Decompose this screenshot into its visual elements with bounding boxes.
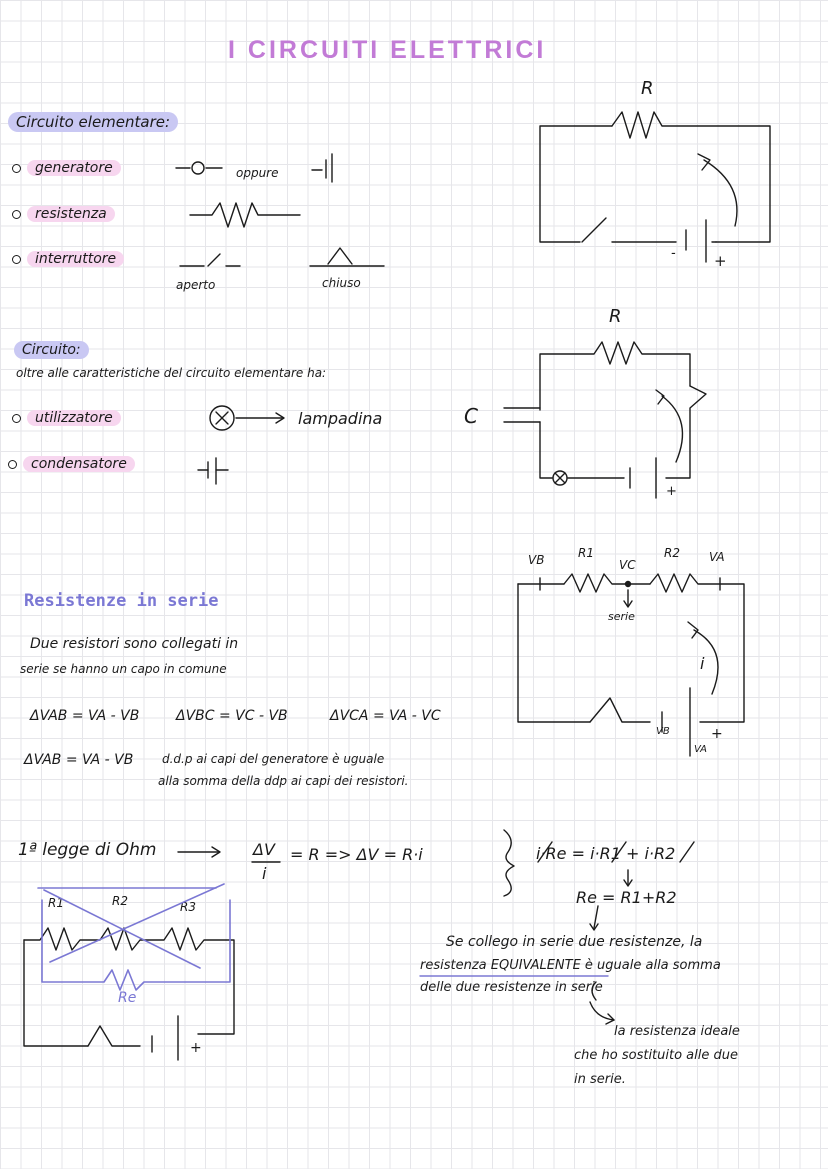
circuit-elementare-diagram: [540, 112, 770, 262]
equation-vca: ΔVCA = VA - VC: [330, 708, 441, 724]
equivalent-text-line2: resistenza EQUIVALENTE è uguale alla somma: [420, 958, 721, 973]
serie-definition-line1: Due resistori sono collegati in: [30, 636, 239, 652]
switch-closed-label: chiuso: [322, 276, 361, 290]
generator-symbol-icon: [176, 154, 332, 182]
equivalent-result: Re = R1+R2: [576, 888, 677, 907]
brace-icon: [504, 830, 514, 896]
section-heading-elementare: Circuito elementare:: [8, 112, 178, 132]
equation-vbc: ΔVBC = VC - VB: [176, 708, 288, 724]
series-resistors-diagram: [518, 574, 744, 756]
serie-definition-line2: serie se hanno un capo in comune: [20, 662, 227, 676]
list-item-interruttore: interruttore: [12, 251, 124, 267]
equiv-diagram-plus: +: [190, 1040, 202, 1056]
equiv-diagram-re: Re: [118, 990, 137, 1006]
ohm-frac-num: ΔV: [253, 840, 275, 859]
diagram-plus-label: +: [711, 726, 723, 742]
equivalent-text-line3: delle due resistenze in serie: [420, 980, 603, 995]
ideal-note-line2: che ho sostituito alle due: [574, 1048, 738, 1063]
lampadina-label: lampadina: [298, 409, 383, 428]
section-heading-serie: Resistenze in serie: [24, 591, 219, 611]
circuito-subtitle: oltre alle caratteristiche del circuito elementare ha:: [16, 366, 327, 380]
ohm-equation: = R => ΔV = R·i: [290, 845, 423, 864]
diagram-vb-label: VB: [528, 553, 545, 567]
circuit2-r-label: R: [609, 306, 622, 327]
list-item-utilizzatore: utilizzatore: [12, 410, 121, 426]
switch-open-icon: [180, 254, 240, 266]
ohm-frac-den: i: [262, 864, 267, 883]
switch-closed-icon: [310, 248, 384, 266]
ideal-note-line1: la resistenza ideale: [614, 1024, 740, 1039]
equation-vab: ΔVAB = VA - VB: [30, 708, 140, 724]
diagram-serie-label: serie: [608, 610, 635, 623]
equiv-diagram-r3: R3: [180, 900, 196, 914]
list-item-condensatore: condensatore: [8, 456, 135, 472]
ideal-note-line3: in serie.: [574, 1072, 626, 1087]
switch-open-label: aperto: [176, 278, 216, 292]
circuit1-r-label: R: [641, 78, 654, 99]
equivalent-cancel-equation: i·Re = i·R1 + i·R2: [536, 844, 676, 863]
diagram-vc-label: VC: [619, 558, 636, 572]
list-item-generatore: generatore: [12, 160, 121, 176]
equivalent-resistance-diagram: [24, 928, 234, 1060]
generator-oppure-text: oppure: [236, 166, 279, 180]
ddp-line1: d.d.p ai capi del generatore è uguale: [162, 752, 385, 766]
cancel-strokes: [538, 842, 694, 862]
circuit1-plus-label: +: [714, 252, 727, 270]
diagram-vb-low-label: VB: [656, 726, 670, 737]
resistor-symbol-icon: [190, 203, 300, 227]
diagram-va-low-label: VA: [694, 744, 708, 755]
circuit1-minus-label: -: [671, 246, 676, 261]
capacitor-symbol-icon: [198, 458, 228, 484]
circuit2-plus-label: +: [666, 484, 677, 499]
list-item-resistenza: resistenza: [12, 206, 115, 222]
section-heading-circuito: Circuito:: [14, 341, 89, 359]
equiv-diagram-r1: R1: [48, 896, 64, 910]
circuit-capacitor-diagram: [504, 342, 706, 498]
diagram-va-label: VA: [709, 550, 725, 564]
diagram-r2-label: R2: [664, 546, 680, 560]
page-title: I CIRCUITI ELETTRICI: [228, 36, 547, 64]
equivalent-text-line1: Se collego in serie due resistenze, la: [446, 934, 703, 950]
diagram-current-label: i: [700, 654, 705, 673]
equiv-diagram-r2: R2: [112, 894, 128, 908]
ohm-law-label: 1ª legge di Ohm: [18, 840, 157, 860]
lamp-symbol-icon: [210, 406, 284, 430]
equation-vab-2: ΔVAB = VA - VB: [24, 752, 134, 768]
ddp-line2: alla somma della ddp ai capi dei resistori.: [158, 774, 409, 788]
capacitor-c-label: C: [464, 404, 478, 428]
diagram-r1-label: R1: [578, 546, 594, 560]
